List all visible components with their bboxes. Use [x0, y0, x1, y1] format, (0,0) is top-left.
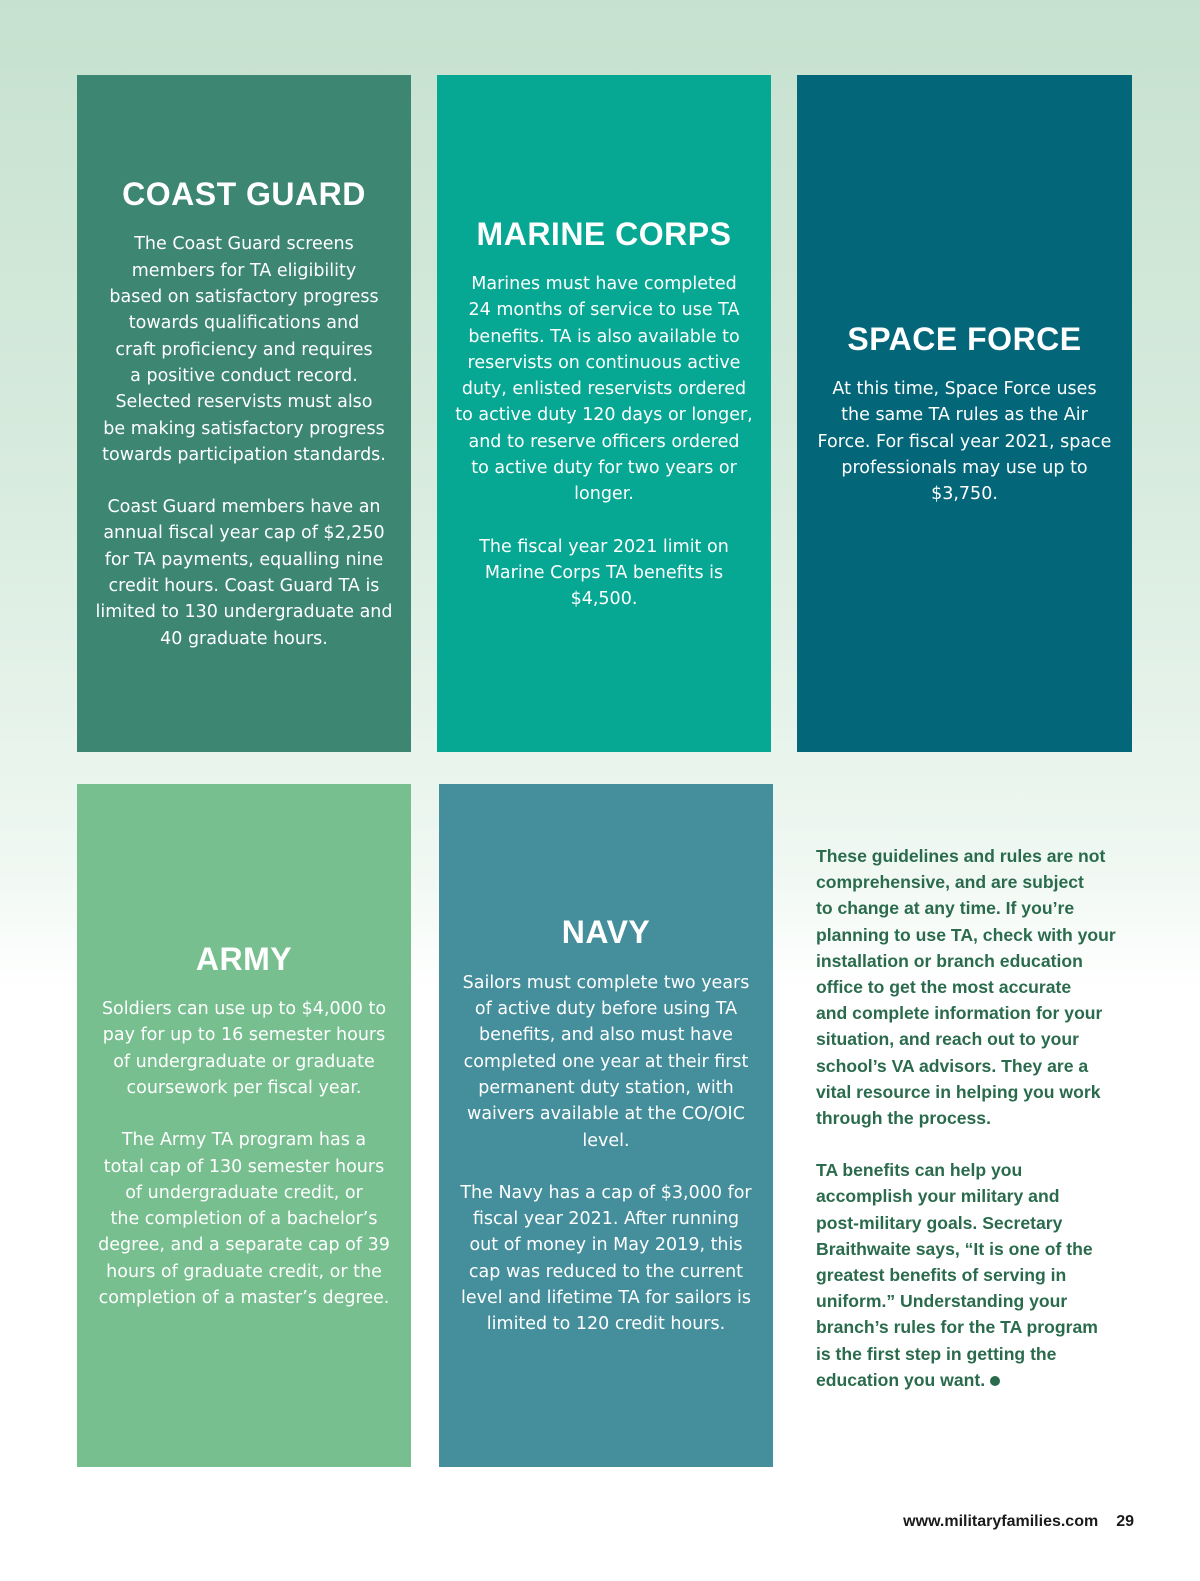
- footer-url: www.militaryfamilies.com: [903, 1513, 1099, 1530]
- marine-corps-title: MARINE CORPS: [476, 215, 732, 252]
- end-bullet-icon: [990, 1376, 1000, 1386]
- space-force-title: SPACE FORCE: [847, 320, 1082, 357]
- guidelines-note: [816, 843, 1136, 1393]
- coast-guard-text-2: Coast Guard members have an annual fiscal year cap of $2,250 for TA payments, equalling nine credit hours. Coast Guard TA is limited to 130 undergraduate and 40 graduate hours.: [95, 497, 393, 649]
- army-text-1: Soldiers can use up to $4,000 to pay for up to 16 semester hours of undergraduate or graduate coursework per fiscal year.: [101, 999, 387, 1098]
- army-title: ARMY: [195, 940, 293, 977]
- army-panel: [77, 784, 411, 1467]
- army-text-2: The Army TA program has a total cap of 130 semester hours of undergraduate credit, or the completion of a bachelor’s degree, and a separate cap of 39 hours of graduate credit, or the completion of a master’s degree.: [98, 1130, 390, 1309]
- note-paragraph-2-text: TA benefits can help you accomplish your military and post-military goals. Secretary Braithwaite says, “It is one of the greatest benefits of serving in uniform.” Understanding your branch’s rules for the TA program is the first step in getting the education you want.: [816, 1160, 1098, 1390]
- marine-corps-text-1: Marines must have completed 24 months of service to use TA benefits. TA is also available to reservists on continuous active duty, enlisted reservists ordered to active duty 120 days or longer, and to reserve officers ordered to active duty for two years or longer.: [455, 273, 753, 505]
- page-footer: [903, 1513, 1134, 1531]
- coast-guard-panel: [77, 75, 411, 752]
- space-force-panel: [797, 75, 1132, 752]
- note-paragraph-2: [816, 1157, 1136, 1393]
- space-force-text-1: At this time, Space Force uses the same TA rules as the Air Force. For fiscal year 2021, space professionals may use up to $3,750.: [817, 378, 1112, 505]
- coast-guard-title: COAST GUARD: [122, 176, 366, 213]
- navy-text-1: Sailors must complete two years of active duty before using TA benefits, and also must have completed one year at their first permanent duty station, with waivers available at the CO/OIC level.: [462, 972, 750, 1151]
- marine-corps-text-2: The fiscal year 2021 limit on Marine Corps TA benefits is $4,500.: [479, 536, 729, 610]
- coast-guard-text-1: The Coast Guard screens members for TA eligibility based on satisfactory progress towards qualifications and craft proficiency and requires a positive conduct record. Selected reservists must also be making satisfactory progress towards participation standards.: [102, 234, 386, 465]
- marine-corps-panel: [437, 75, 771, 752]
- note-paragraph-1: These guidelines and rules are not comprehensive, and are subject to change at any time. If you’re planning to use TA, check with your installation or branch education office to get the most accurate and complete information for your situation, and reach out to your school’s VA advisors. They are a vital resource in helping you work through the process.: [816, 846, 1116, 1129]
- navy-panel: [439, 784, 773, 1467]
- page-number: 29: [1116, 1513, 1134, 1530]
- navy-title: NAVY: [561, 914, 651, 951]
- navy-text-2: The Navy has a cap of $3,000 for fiscal year 2021. After running out of money in May 2019, this cap was reduced to the current level and lifetime TA for sailors is limited to 120 credit hours.: [460, 1182, 752, 1335]
